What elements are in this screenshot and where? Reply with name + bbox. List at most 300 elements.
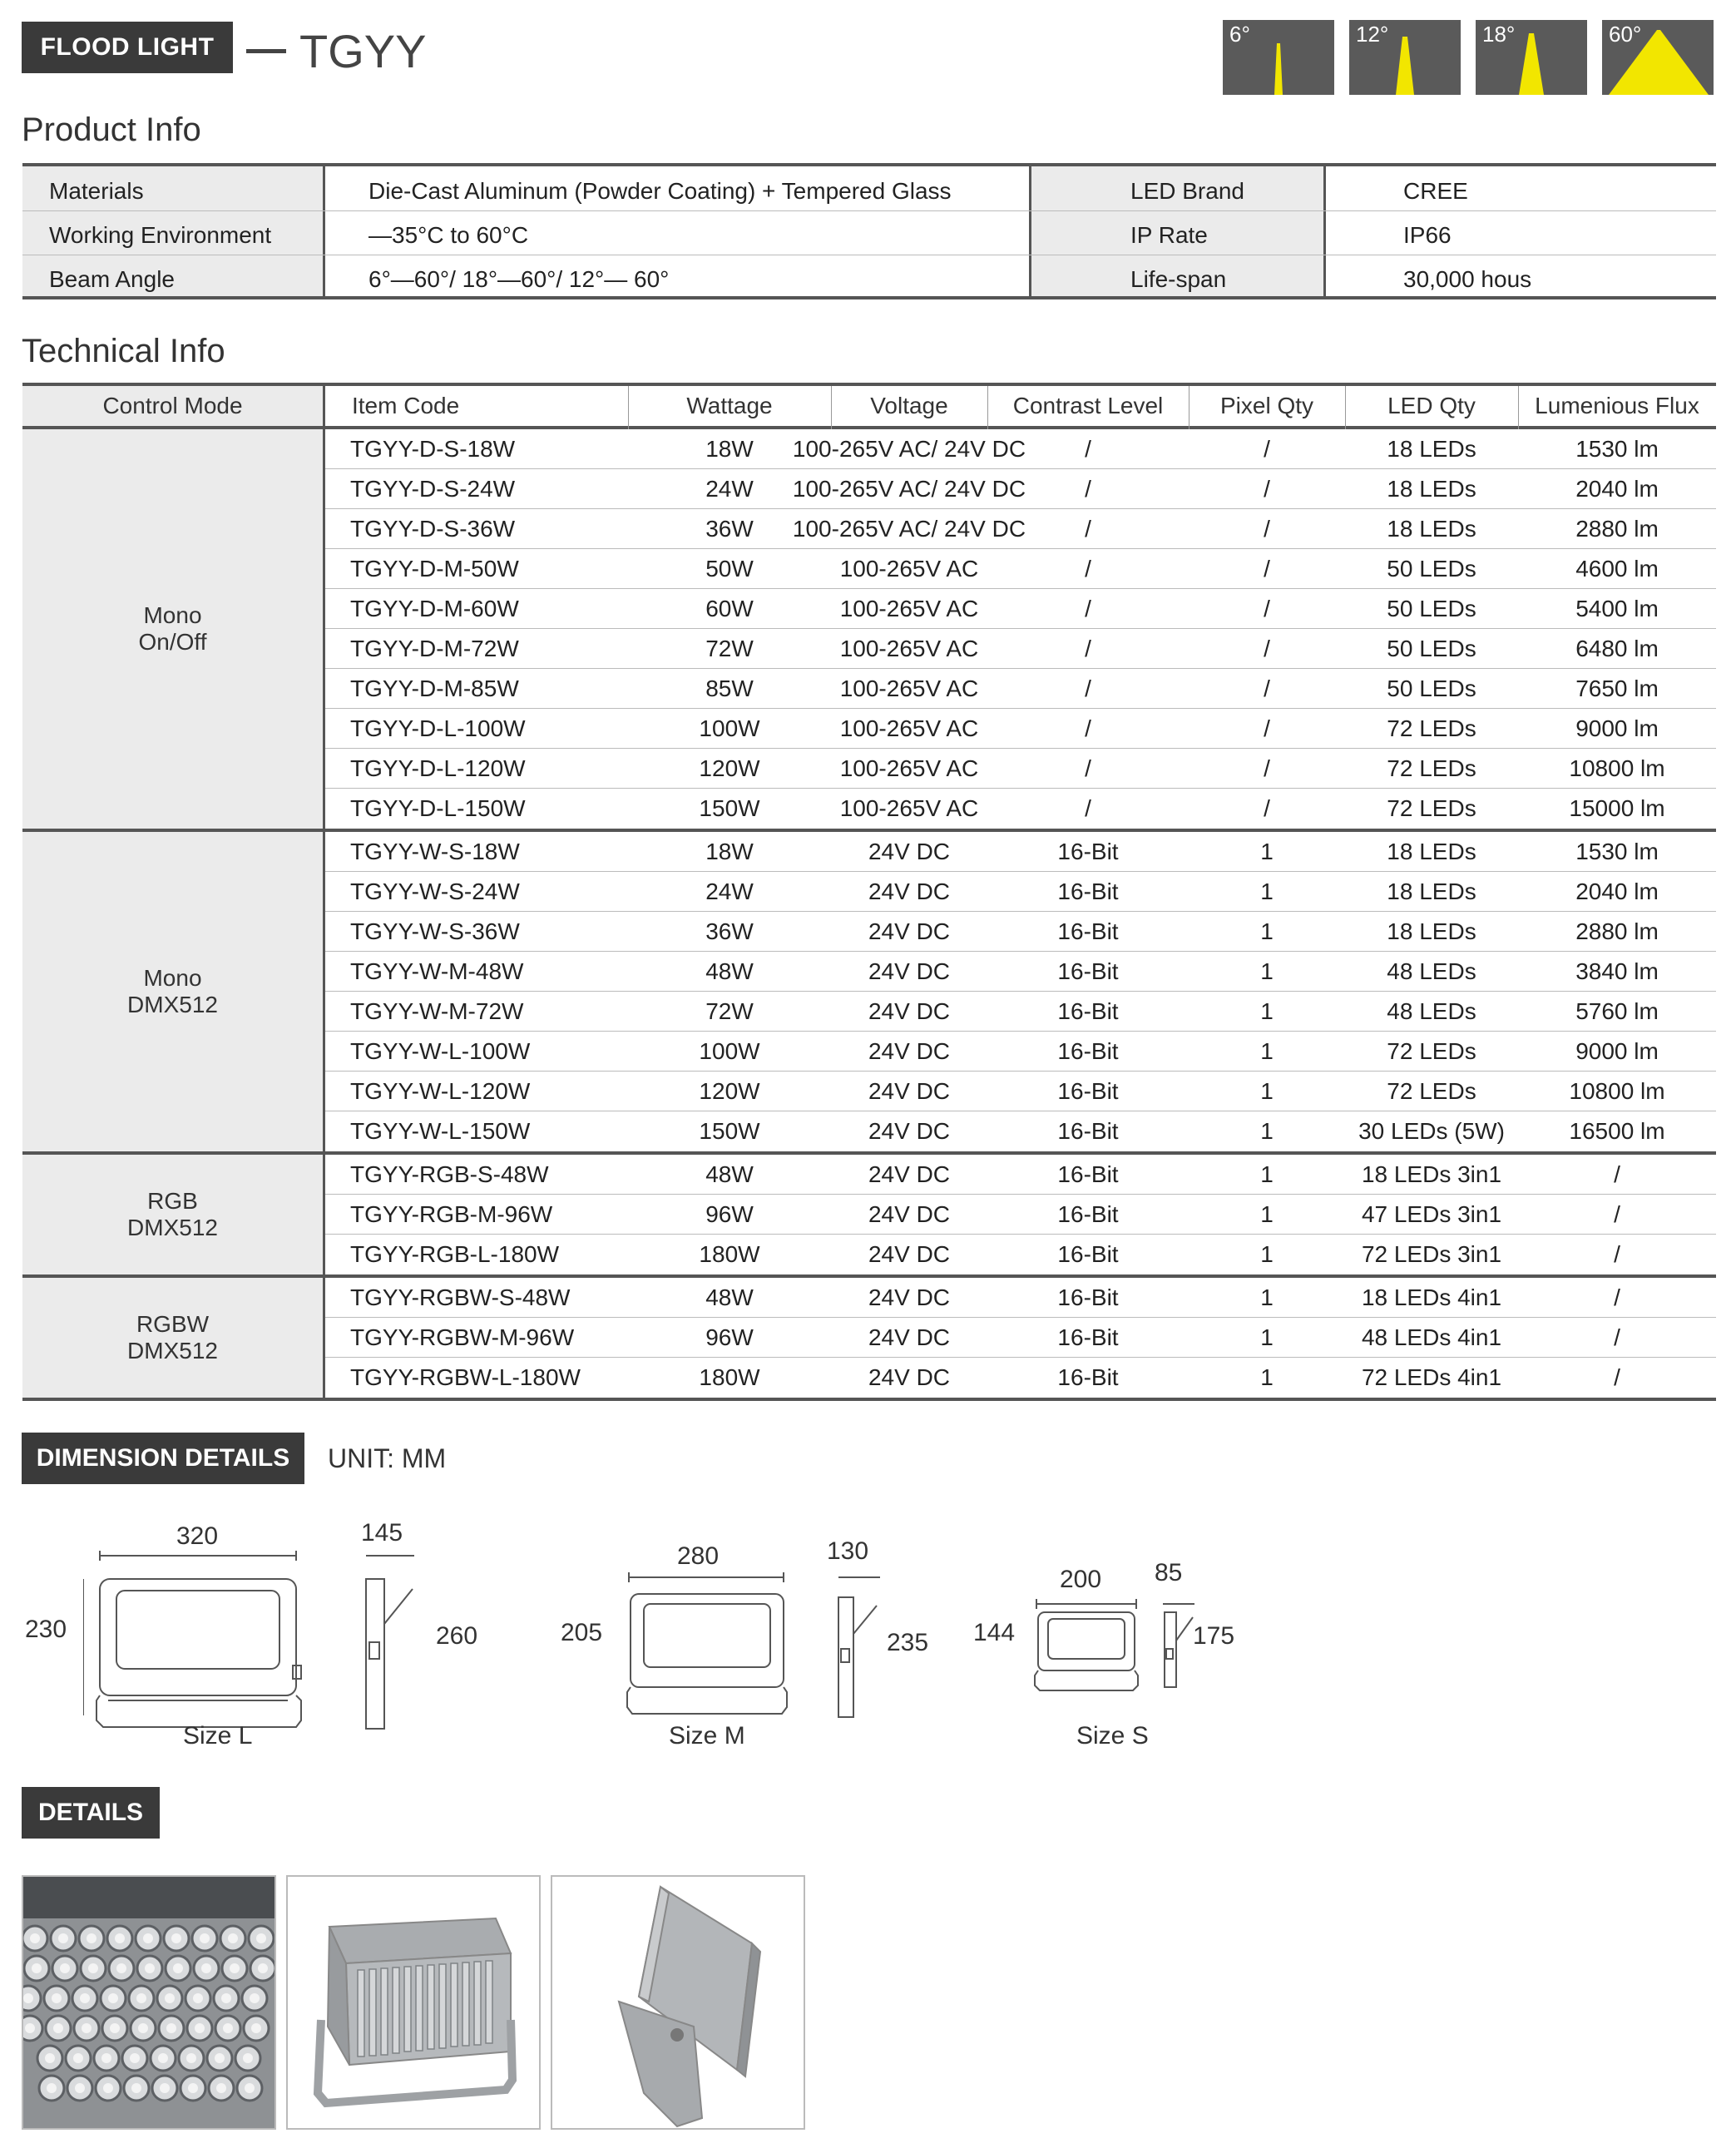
contrast-level-cell: 16-Bit xyxy=(1057,1201,1119,1227)
voltage-cell: 100-265V AC xyxy=(839,676,979,701)
voltage-cell: 24V DC xyxy=(868,1201,951,1227)
led-qty-cell: 18 LEDs xyxy=(1387,516,1476,542)
led-chip xyxy=(115,1933,125,1943)
led-chip xyxy=(130,2053,140,2063)
luminous-flux-cell: / xyxy=(1614,1241,1620,1267)
item-code-cell: TGYY-RGB-S-48W xyxy=(350,1161,549,1187)
led-chip xyxy=(166,2023,176,2033)
table-row xyxy=(325,1195,1716,1235)
pixel-qty-cell: / xyxy=(1264,516,1270,542)
led-chip xyxy=(243,2053,253,2063)
item-code-cell: TGYY-RGB-L-180W xyxy=(350,1241,560,1267)
voltage-cell: 24V DC xyxy=(868,1118,951,1144)
led-chip xyxy=(131,2083,141,2093)
size-s-depth: 85 xyxy=(1155,1559,1183,1586)
header-cell: Contrast Level xyxy=(1012,393,1164,418)
control-mode-line: Mono xyxy=(143,965,202,991)
header-cell: Voltage xyxy=(870,393,948,418)
pixel-qty-cell: 1 xyxy=(1260,879,1274,904)
voltage-cell: 24V DC xyxy=(868,1364,951,1390)
table-row xyxy=(325,1278,1716,1318)
pixel-qty-cell: / xyxy=(1264,596,1270,621)
wattage-cell: 96W xyxy=(705,1201,754,1227)
product-label-2: IP Rate xyxy=(1130,222,1208,248)
item-code-cell: TGYY-D-M-72W xyxy=(350,636,519,661)
contrast-level-cell: / xyxy=(1085,755,1091,781)
table-row xyxy=(325,1072,1716,1111)
led-chip xyxy=(171,1933,181,1943)
voltage-cell: 100-265V AC/ 24V DC xyxy=(792,436,1026,462)
size-m-height: 205 xyxy=(561,1619,603,1646)
contrast-level-cell: 16-Bit xyxy=(1057,1118,1119,1144)
table-row xyxy=(325,912,1716,952)
pixel-qty-cell: 1 xyxy=(1260,998,1274,1024)
contrast-level-cell: 16-Bit xyxy=(1057,1364,1119,1390)
led-qty-cell: 50 LEDs xyxy=(1387,636,1476,661)
table-row xyxy=(325,1111,1716,1151)
control-mode-line: RGB xyxy=(147,1188,198,1214)
luminous-flux-cell: / xyxy=(1614,1324,1620,1350)
model-name: TGYY xyxy=(299,24,427,77)
led-chip xyxy=(108,1993,118,2003)
control-mode-group xyxy=(22,1278,1716,1401)
led-chip xyxy=(80,1993,90,2003)
led-chip xyxy=(110,2023,120,2033)
size-s-width: 200 xyxy=(1060,1566,1102,1593)
control-mode-line: DMX512 xyxy=(127,992,218,1017)
led-chip xyxy=(58,1933,68,1943)
led-qty-cell: 18 LEDs xyxy=(1387,918,1476,944)
table-row xyxy=(325,469,1716,509)
control-mode-group xyxy=(22,832,1716,1155)
wattage-cell: 120W xyxy=(699,755,760,781)
luminous-flux-cell: 15000 lm xyxy=(1569,795,1665,821)
pixel-qty-cell: / xyxy=(1264,636,1270,661)
pixel-qty-cell: / xyxy=(1264,476,1270,502)
size-s-front-drawing xyxy=(1030,1599,1146,1697)
control-mode-group xyxy=(22,1155,1716,1278)
led-chip xyxy=(116,1963,126,1973)
product-label: Beam Angle xyxy=(49,266,175,292)
control-mode-line: Mono xyxy=(143,602,202,628)
led-chip xyxy=(228,1933,238,1943)
table-row xyxy=(325,749,1716,789)
size-s-side-height: 175 xyxy=(1193,1622,1235,1650)
table-row xyxy=(325,1318,1716,1358)
item-code-cell: TGYY-W-M-72W xyxy=(350,998,524,1024)
control-mode-line: DMX512 xyxy=(127,1215,218,1240)
side-view-photo xyxy=(551,1875,805,2130)
led-qty-cell: 48 LEDs 4in1 xyxy=(1361,1324,1502,1350)
beam-angle-icons xyxy=(1223,20,1714,95)
luminous-flux-cell: / xyxy=(1614,1161,1620,1187)
led-chip xyxy=(101,2053,111,2063)
luminous-flux-cell: / xyxy=(1614,1201,1620,1227)
luminous-flux-cell: 10800 lm xyxy=(1569,755,1665,781)
size-l-name: Size L xyxy=(183,1722,253,1750)
size-l-depth: 145 xyxy=(361,1519,403,1547)
size-l-width: 320 xyxy=(176,1522,219,1550)
size-m-name: Size M xyxy=(669,1722,745,1750)
voltage-cell: 24V DC xyxy=(868,918,951,944)
led-chip xyxy=(53,2023,63,2033)
size-l-height: 230 xyxy=(25,1616,67,1643)
table-row xyxy=(325,1155,1716,1195)
table-row xyxy=(325,789,1716,829)
voltage-cell: 100-265V AC xyxy=(839,636,979,661)
table-row xyxy=(325,1235,1716,1274)
wattage-cell: 85W xyxy=(705,676,754,701)
pixel-qty-cell: / xyxy=(1264,556,1270,582)
led-qty-cell: 18 LEDs xyxy=(1387,436,1476,462)
product-label-2: LED Brand xyxy=(1130,178,1244,204)
wattage-cell: 24W xyxy=(705,879,754,904)
luminous-flux-cell: / xyxy=(1614,1284,1620,1310)
led-qty-cell: 72 LEDs xyxy=(1387,1038,1476,1064)
item-code-cell: TGYY-W-S-24W xyxy=(350,879,520,904)
luminous-flux-cell: 2040 lm xyxy=(1575,476,1659,502)
pixel-qty-cell: 1 xyxy=(1260,1118,1274,1144)
pixel-qty-cell: / xyxy=(1264,715,1270,741)
size-s-height: 144 xyxy=(973,1619,1016,1646)
table-row xyxy=(325,669,1716,709)
led-chip xyxy=(136,1993,146,2003)
item-code-cell: TGYY-D-L-120W xyxy=(350,755,526,781)
item-code-cell: TGYY-W-M-48W xyxy=(350,958,524,984)
item-code-cell: TGYY-RGBW-L-180W xyxy=(350,1364,581,1390)
contrast-level-cell: / xyxy=(1085,596,1091,621)
led-qty-cell: 18 LEDs 3in1 xyxy=(1361,1161,1502,1187)
contrast-level-cell: / xyxy=(1085,636,1091,661)
led-chip xyxy=(200,1933,210,1943)
led-qty-cell: 72 LEDs 3in1 xyxy=(1361,1241,1502,1267)
contrast-level-cell: / xyxy=(1085,436,1091,462)
product-row xyxy=(22,258,1716,301)
header-cell: Control Mode xyxy=(102,393,243,418)
wattage-cell: 150W xyxy=(699,795,760,821)
led-chip xyxy=(23,1993,33,2003)
led-chip xyxy=(188,2083,198,2093)
led-qty-cell: 30 LEDs (5W) xyxy=(1358,1118,1505,1144)
led-qty-cell: 72 LEDs xyxy=(1387,755,1476,781)
led-chip xyxy=(256,1933,266,1943)
led-chip xyxy=(87,1933,96,1943)
led-chip xyxy=(82,2023,91,2033)
table-row xyxy=(325,992,1716,1032)
luminous-flux-cell: 9000 lm xyxy=(1575,1038,1659,1064)
voltage-cell: 100-265V AC xyxy=(839,715,979,741)
contrast-level-cell: / xyxy=(1085,676,1091,701)
item-code-cell: TGYY-D-L-150W xyxy=(350,795,526,821)
pixel-qty-cell: / xyxy=(1264,755,1270,781)
led-chip xyxy=(143,1933,153,1943)
table-row xyxy=(325,1032,1716,1072)
contrast-level-cell: / xyxy=(1085,516,1091,542)
item-code-cell: TGYY-RGB-M-96W xyxy=(350,1201,553,1227)
luminous-flux-cell: 1530 lm xyxy=(1575,839,1659,864)
contrast-level-cell: / xyxy=(1085,476,1091,502)
led-qty-cell: 72 LEDs xyxy=(1387,795,1476,821)
luminous-flux-cell: 2880 lm xyxy=(1575,918,1659,944)
voltage-cell: 100-265V AC xyxy=(839,596,979,621)
control-mode-line: RGBW xyxy=(136,1311,210,1337)
wattage-cell: 18W xyxy=(705,436,754,462)
wattage-cell: 36W xyxy=(705,516,754,542)
wattage-cell: 180W xyxy=(699,1364,760,1390)
contrast-level-cell: 16-Bit xyxy=(1057,1161,1119,1187)
luminous-flux-cell: 6480 lm xyxy=(1575,636,1659,661)
led-chip xyxy=(186,2053,196,2063)
voltage-cell: 24V DC xyxy=(868,958,951,984)
size-m-width: 280 xyxy=(677,1542,720,1570)
luminous-flux-cell: 2040 lm xyxy=(1575,879,1659,904)
led-qty-cell: 72 LEDs xyxy=(1387,1078,1476,1104)
control-mode-cell xyxy=(22,1155,323,1274)
led-chip xyxy=(173,1963,183,1973)
category-badge: FLOOD LIGHT xyxy=(22,22,233,73)
product-value-2: CREE xyxy=(1403,178,1468,204)
item-code-cell: TGYY-RGBW-S-48W xyxy=(350,1284,571,1310)
led-qty-cell: 50 LEDs xyxy=(1387,676,1476,701)
contrast-level-cell: 16-Bit xyxy=(1057,998,1119,1024)
size-m-depth: 130 xyxy=(827,1537,869,1565)
header-cell: Pixel Qty xyxy=(1219,393,1314,418)
voltage-cell: 100-265V AC/ 24V DC xyxy=(792,476,1026,502)
voltage-cell: 24V DC xyxy=(868,1078,951,1104)
luminous-flux-cell: 9000 lm xyxy=(1575,715,1659,741)
item-code-cell: TGYY-D-L-100W xyxy=(350,715,526,741)
contrast-level-cell: 16-Bit xyxy=(1057,1241,1119,1267)
led-chip xyxy=(138,2023,148,2033)
led-qty-cell: 72 LEDs xyxy=(1387,715,1476,741)
led-qty-cell: 18 LEDs xyxy=(1387,879,1476,904)
pixel-qty-cell: 1 xyxy=(1260,1241,1274,1267)
table-row xyxy=(325,509,1716,549)
wattage-cell: 180W xyxy=(699,1241,760,1267)
contrast-level-cell: 16-Bit xyxy=(1057,1324,1119,1350)
product-row xyxy=(22,214,1716,257)
pixel-qty-cell: 1 xyxy=(1260,1161,1274,1187)
led-qty-cell: 18 LEDs xyxy=(1387,476,1476,502)
item-code-cell: TGYY-W-L-150W xyxy=(350,1118,531,1144)
dimension-details-badge: DIMENSION DETAILS xyxy=(22,1433,304,1484)
header-cell: Wattage xyxy=(686,393,773,418)
beam-6-icon: 6° xyxy=(1223,20,1334,95)
luminous-flux-cell: 5760 lm xyxy=(1575,998,1659,1024)
wattage-cell: 100W xyxy=(699,1038,760,1064)
contrast-level-cell: / xyxy=(1085,556,1091,582)
led-chip xyxy=(230,1963,240,1973)
contrast-level-cell: 16-Bit xyxy=(1057,1284,1119,1310)
size-l-side-height: 260 xyxy=(436,1622,478,1650)
pixel-qty-cell: / xyxy=(1264,795,1270,821)
voltage-cell: 100-265V AC xyxy=(839,556,979,582)
wattage-cell: 48W xyxy=(705,958,754,984)
contrast-level-cell: 16-Bit xyxy=(1057,958,1119,984)
pixel-qty-cell: 1 xyxy=(1260,1201,1274,1227)
led-chip xyxy=(221,1993,231,2003)
product-value-2: 30,000 hous xyxy=(1403,266,1532,292)
led-chip xyxy=(251,2023,261,2033)
control-mode-cell xyxy=(22,429,323,829)
item-code-cell: TGYY-W-L-120W xyxy=(350,1078,531,1104)
contrast-level-cell: 16-Bit xyxy=(1057,839,1119,864)
luminous-flux-cell: 1530 lm xyxy=(1575,436,1659,462)
size-m-side-height: 235 xyxy=(887,1629,929,1656)
led-chip xyxy=(88,1963,98,1973)
led-chip xyxy=(158,2053,168,2063)
wattage-cell: 100W xyxy=(699,715,760,741)
led-chip xyxy=(201,1963,211,1973)
contrast-level-cell: 16-Bit xyxy=(1057,1038,1119,1064)
contrast-level-cell: 16-Bit xyxy=(1057,879,1119,904)
voltage-cell: 24V DC xyxy=(868,1324,951,1350)
pixel-qty-cell: / xyxy=(1264,436,1270,462)
size-m-front-drawing xyxy=(621,1572,804,1730)
led-chip xyxy=(47,2083,57,2093)
led-qty-cell: 18 LEDs 4in1 xyxy=(1361,1284,1502,1310)
wattage-cell: 36W xyxy=(705,918,754,944)
led-qty-cell: 50 LEDs xyxy=(1387,556,1476,582)
table-row xyxy=(325,629,1716,669)
product-info-title: Product Info xyxy=(22,111,201,148)
luminous-flux-cell: 10800 lm xyxy=(1569,1078,1665,1104)
pixel-qty-cell: 1 xyxy=(1260,1364,1274,1390)
item-code-cell: TGYY-D-S-36W xyxy=(350,516,516,542)
led-chip xyxy=(223,2023,233,2033)
size-l-front-drawing xyxy=(83,1549,316,1732)
led-array-photo xyxy=(22,1875,276,2130)
wattage-cell: 72W xyxy=(705,636,754,661)
header-cell: LED Qty xyxy=(1387,393,1476,418)
voltage-cell: 24V DC xyxy=(868,839,951,864)
control-mode-line: DMX512 xyxy=(127,1338,218,1364)
beam-60-icon: 60° xyxy=(1602,20,1714,95)
item-code-cell: TGYY-W-L-100W xyxy=(350,1038,531,1064)
voltage-cell: 24V DC xyxy=(868,1241,951,1267)
pixel-qty-cell: 1 xyxy=(1260,1284,1274,1310)
luminous-flux-cell: 4600 lm xyxy=(1575,556,1659,582)
beam-18-icon: 18° xyxy=(1476,20,1587,95)
wattage-cell: 72W xyxy=(705,998,754,1024)
led-chip xyxy=(32,1963,42,1973)
product-value-2: IP66 xyxy=(1403,222,1452,248)
item-code-cell: TGYY-D-M-85W xyxy=(350,676,519,701)
details-badge: DETAILS xyxy=(22,1787,160,1839)
item-code-cell: TGYY-D-M-60W xyxy=(350,596,519,621)
voltage-cell: 100-265V AC xyxy=(839,755,979,781)
voltage-cell: 24V DC xyxy=(868,1284,951,1310)
led-chip xyxy=(60,1963,70,1973)
voltage-cell: 24V DC xyxy=(868,1161,951,1187)
item-code-cell: TGYY-D-S-24W xyxy=(350,476,516,502)
pixel-qty-cell: 1 xyxy=(1260,958,1274,984)
title-dash xyxy=(246,49,286,53)
product-value: Die-Cast Aluminum (Powder Coating) + Tempered Glass xyxy=(368,178,952,204)
product-info-table xyxy=(22,163,1716,299)
led-chip xyxy=(145,1963,155,1973)
item-code-cell: TGYY-D-M-50W xyxy=(350,556,519,582)
wattage-cell: 120W xyxy=(699,1078,760,1104)
luminous-flux-cell: 3840 lm xyxy=(1575,958,1659,984)
wattage-cell: 24W xyxy=(705,476,754,502)
led-chip xyxy=(30,1933,40,1943)
unit-label: UNIT: MM xyxy=(328,1443,447,1473)
wattage-cell: 50W xyxy=(705,556,754,582)
product-row xyxy=(22,170,1716,213)
pixel-qty-cell: 1 xyxy=(1260,839,1274,864)
table-row xyxy=(325,429,1716,469)
size-l-side-drawing xyxy=(361,1549,419,1734)
led-qty-cell: 50 LEDs xyxy=(1387,596,1476,621)
led-chip xyxy=(193,1993,203,2003)
contrast-level-cell: / xyxy=(1085,715,1091,741)
led-qty-cell: 18 LEDs xyxy=(1387,839,1476,864)
table-row xyxy=(325,872,1716,912)
voltage-cell: 24V DC xyxy=(868,998,951,1024)
contrast-level-cell: 16-Bit xyxy=(1057,918,1119,944)
rear-view-photo xyxy=(286,1875,541,2130)
header-cell: Item Code xyxy=(352,393,460,418)
wattage-cell: 48W xyxy=(705,1284,754,1310)
pixel-qty-cell: 1 xyxy=(1260,918,1274,944)
voltage-cell: 24V DC xyxy=(868,1038,951,1064)
led-chip xyxy=(258,1963,268,1973)
led-chip xyxy=(195,2023,205,2033)
luminous-flux-cell: 5400 lm xyxy=(1575,596,1659,621)
led-chip xyxy=(160,2083,170,2093)
model-title xyxy=(246,22,426,80)
led-qty-cell: 48 LEDs xyxy=(1387,998,1476,1024)
table-row xyxy=(325,709,1716,749)
voltage-cell: 100-265V AC xyxy=(839,795,979,821)
led-qty-cell: 47 LEDs 3in1 xyxy=(1361,1201,1502,1227)
technical-info-title: Technical Info xyxy=(22,333,225,369)
table-row xyxy=(325,589,1716,629)
wattage-cell: 60W xyxy=(705,596,754,621)
wattage-cell: 150W xyxy=(699,1118,760,1144)
table-row xyxy=(325,832,1716,872)
control-mode-group xyxy=(22,429,1716,832)
product-value: —35°C to 60°C xyxy=(368,222,529,248)
contrast-level-cell: / xyxy=(1085,795,1091,821)
led-chip xyxy=(245,2083,255,2093)
led-chip xyxy=(215,2053,225,2063)
pixel-qty-cell: / xyxy=(1264,676,1270,701)
control-mode-cell xyxy=(22,1278,323,1398)
luminous-flux-cell: 2880 lm xyxy=(1575,516,1659,542)
item-code-cell: TGYY-D-S-18W xyxy=(350,436,516,462)
led-chip xyxy=(52,1993,62,2003)
control-mode-cell xyxy=(22,832,323,1151)
voltage-cell: 24V DC xyxy=(868,879,951,904)
led-chip xyxy=(165,1993,175,2003)
wattage-cell: 96W xyxy=(705,1324,754,1350)
wattage-cell: 48W xyxy=(705,1161,754,1187)
led-chip xyxy=(45,2053,55,2063)
led-chip xyxy=(216,2083,226,2093)
item-code-cell: TGYY-W-S-18W xyxy=(350,839,520,864)
voltage-cell: 100-265V AC/ 24V DC xyxy=(792,516,1026,542)
wattage-cell: 18W xyxy=(705,839,754,864)
led-chip xyxy=(75,2083,85,2093)
product-value: 6°—60°/ 18°—60°/ 12°— 60° xyxy=(368,266,670,292)
table-row xyxy=(325,952,1716,992)
led-chip xyxy=(25,2023,35,2033)
luminous-flux-cell: 16500 lm xyxy=(1569,1118,1665,1144)
item-code-cell: TGYY-RGBW-M-96W xyxy=(350,1324,575,1350)
led-chip xyxy=(250,1993,260,2003)
